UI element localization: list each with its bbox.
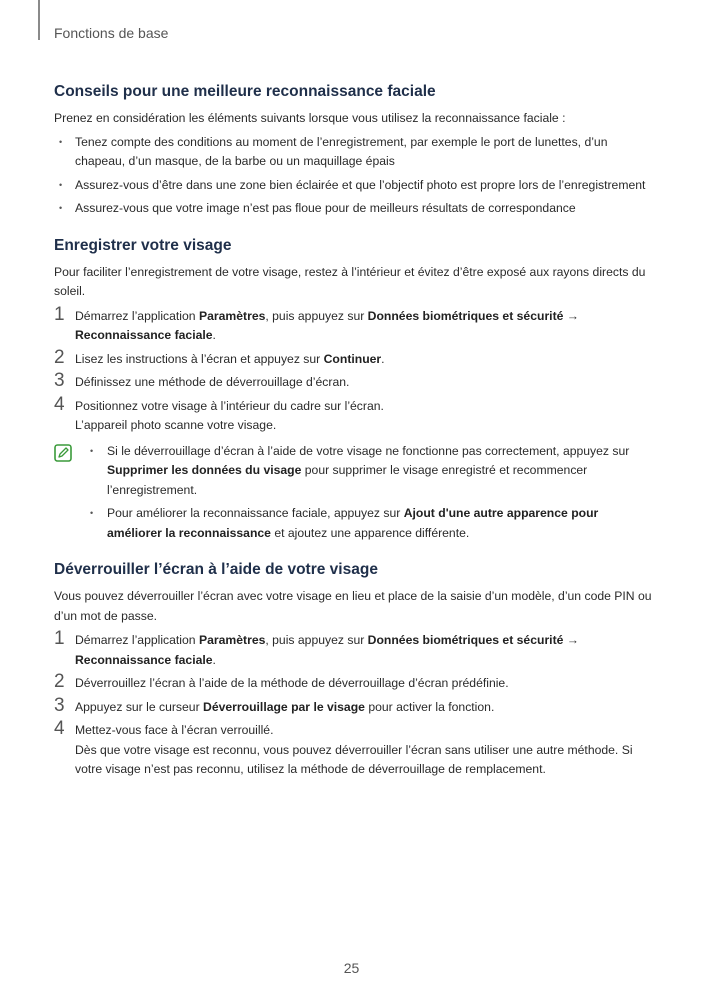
list-item <box>107 442 654 501</box>
header-rule <box>38 0 40 40</box>
face-unlock-switch-label: Déverrouillage par le visage <box>203 699 365 714</box>
step-item <box>54 393 654 436</box>
step-subtext: L’appareil photo scanne votre visage. <box>75 418 277 432</box>
step-text: Déverrouillez l’écran à l’aide de la méthode de déverrouillage d’écran prédéfinie. <box>75 676 509 690</box>
step-item <box>54 370 654 393</box>
note-text: Pour améliorer la reconnaissance faciale, appuyez sur <box>107 506 404 520</box>
step-text: Lisez les instructions à l’écran et appuyez sur <box>75 351 324 366</box>
step-text: Démarrez l’application <box>75 633 199 647</box>
step-text: , puis appuyez sur <box>265 633 368 647</box>
continue-label: Continuer <box>323 351 382 366</box>
step-text: . <box>212 652 216 667</box>
register-title: Enregistrer votre visage <box>54 236 232 254</box>
note-text: Si le déverrouillage d’écran à l’aide de votre visage ne fonctionne pas correctement, appuyez sur <box>107 443 630 458</box>
delete-face-data-label: Supprimer les données du visage <box>107 463 302 477</box>
note-list <box>54 442 654 544</box>
step-item <box>54 718 654 780</box>
settings-app-label: Paramètres <box>198 308 266 323</box>
step-text: Mettez-vous face à l’écran verrouillé. <box>75 723 274 737</box>
face-recognition-menu-label: Reconnaissance faciale <box>75 328 213 342</box>
step-text: . <box>212 328 216 342</box>
tips-list <box>54 133 654 219</box>
page-number: 25 <box>343 960 360 976</box>
page-content <box>54 82 654 784</box>
note-block <box>54 442 654 544</box>
note-text: et ajoutez une apparence différente. <box>270 525 470 540</box>
unlock-intro: Vous pouvez déverrouiller l’écran avec votre visage en lieu et place de la saisie d’un modèle, d’un code PIN ou d’un mot de passe. <box>54 589 652 623</box>
step-number: 2 <box>54 671 65 692</box>
step-number: 2 <box>54 346 65 368</box>
tips-intro: Prenez en considération les éléments suivants lorsque vous utilisez la reconnaissance faciale : <box>54 111 566 125</box>
step-number: 1 <box>54 303 65 325</box>
note-text: pour supprimer le visage enregistré et recommencer l’enregistrement. <box>107 463 588 497</box>
step-text: Démarrez l’application <box>75 308 199 323</box>
step-item <box>54 346 654 370</box>
register-intro: Pour faciliter l’enregistrement de votre visage, restez à l’intérieur et évitez d’être exposé aux rayons directs du soleil. <box>54 264 646 298</box>
step-text: Appuyez sur le curseur <box>75 699 204 714</box>
step-item <box>54 303 654 346</box>
list-item <box>107 504 654 543</box>
step-text: , puis appuyez sur <box>265 308 368 323</box>
step-text: pour activer la fonction. <box>364 699 495 714</box>
register-section <box>54 236 654 544</box>
list-item: • Assurez-vous que votre image n’est pas floue pour de meilleurs résultats de correspondance <box>54 199 654 219</box>
step-subtext: Dès que votre visage est reconnu, vous pouvez déverrouiller l’écran sans utiliser une autre méthode. Si votre visage n’est pas reconnu, utilisez la méthode de déverrouillage de remplacement. <box>75 742 633 776</box>
step-number: 3 <box>54 694 65 716</box>
page-header: Fonctions de base <box>54 25 169 41</box>
register-steps <box>54 303 654 436</box>
settings-app-label: Paramètres <box>198 633 266 647</box>
unlock-title: Déverrouiller l’écran à l’aide de votre visage <box>54 561 378 578</box>
arrow-separator: → <box>563 308 579 323</box>
step-number: 1 <box>54 628 65 649</box>
tips-section <box>54 82 654 219</box>
add-appearance-label: Ajout d'une autre apparence pour améliorer la reconnaissance <box>107 506 599 540</box>
list-item: • Assurez-vous d’être dans une zone bien éclairée et que l’objectif photo est propre lors de l’enregistrement <box>54 176 654 196</box>
step-number: 4 <box>54 393 65 415</box>
step-text: . <box>381 351 385 366</box>
biometrics-menu-label: Données biométriques et sécurité <box>367 633 564 647</box>
step-item <box>54 628 654 670</box>
biometrics-menu-label: Données biométriques et sécurité <box>367 308 564 323</box>
step-text: Positionnez votre visage à l’intérieur du cadre sur l’écran. <box>75 398 384 413</box>
unlock-section <box>54 560 654 780</box>
step-number: 3 <box>54 370 65 391</box>
step-number: 4 <box>54 718 65 739</box>
face-recognition-menu-label: Reconnaissance faciale <box>75 652 213 667</box>
arrow-separator: → <box>563 633 579 647</box>
step-item <box>54 694 654 718</box>
step-text: Définissez une méthode de déverrouillage d’écran. <box>75 375 350 389</box>
note-pencil-icon <box>54 444 72 462</box>
list-item: • Tenez compte des conditions au moment de l’enregistrement, par exemple le port de lunettes, d’un chapeau, d’un masque, de la barbe ou un maquillage épais <box>54 133 654 172</box>
step-item <box>54 671 654 694</box>
unlock-steps <box>54 628 654 780</box>
tips-title: Conseils pour une meilleure reconnaissance faciale <box>54 83 436 100</box>
